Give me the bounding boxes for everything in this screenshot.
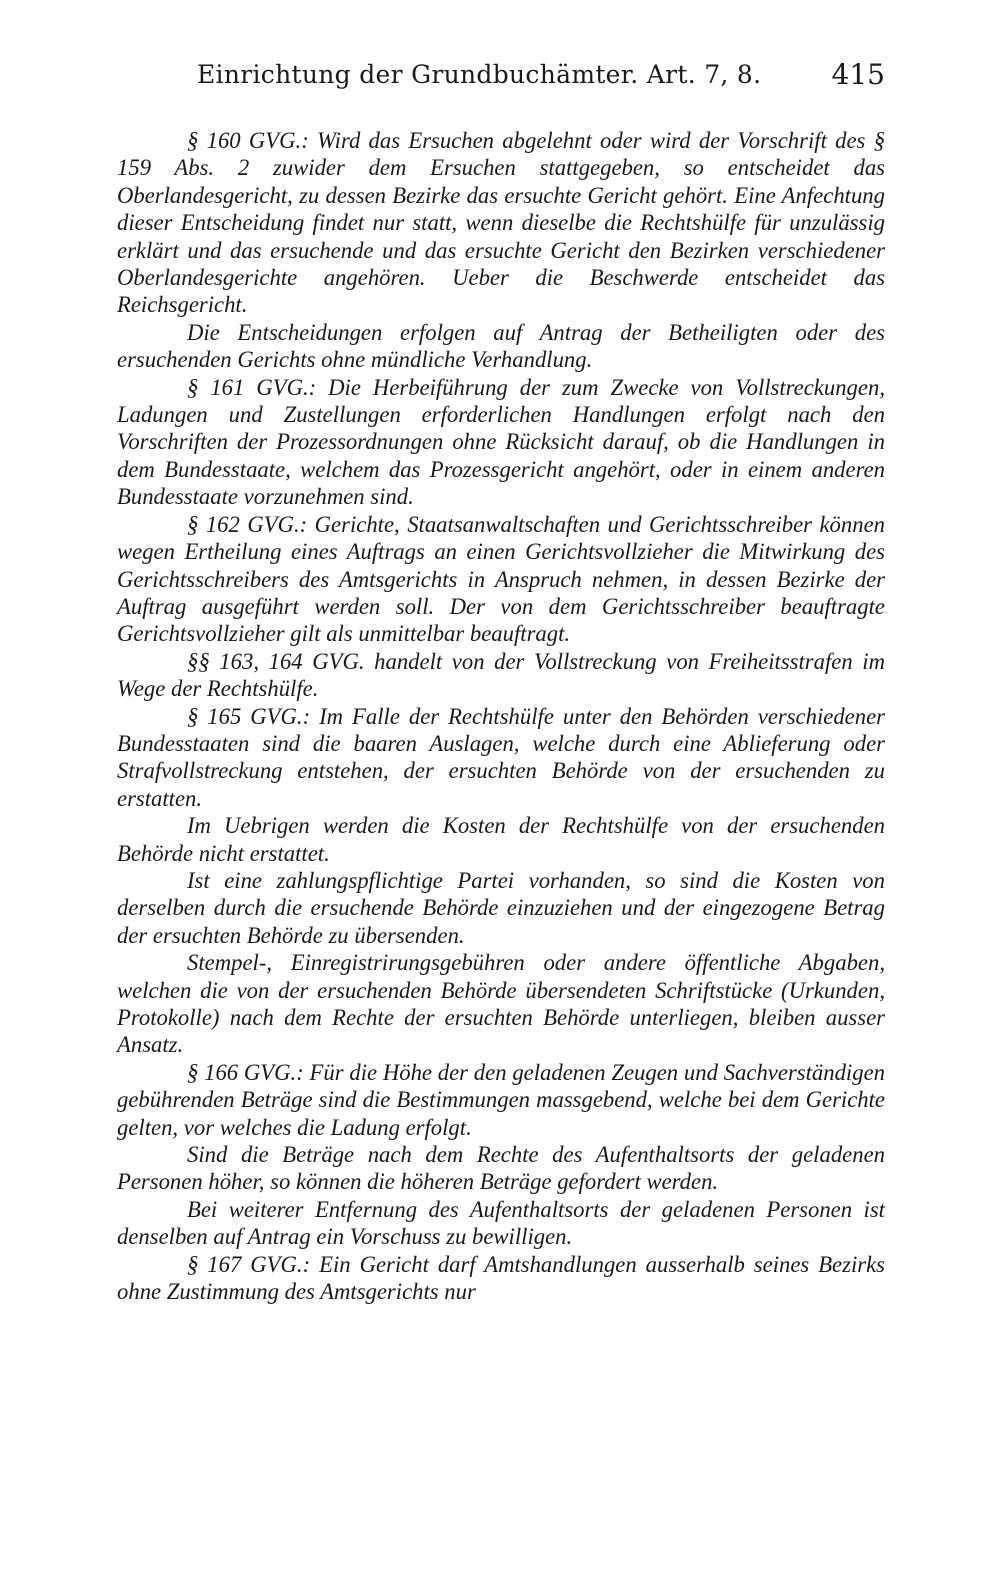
paragraph-165-costs: Im Uebrigen werden die Kosten der Rechtshülfe von der ersuchenden Behörde nicht erstattet. [117, 813, 885, 866]
page-number: 415 [831, 58, 885, 91]
running-head [117, 56, 885, 100]
paragraph-165-gvg: § 165 GVG.: Im Falle der Rechtshülfe unter den Behörden verschiedener Bundesstaaten sind die baaren Auslagen, welche durch eine Ablieferung oder Strafvollstreckung entstehen, der ersuchten Behörde von der ersuchenden zu erstatten. [117, 703, 885, 811]
paragraph-161-gvg: § 161 GVG.: Die Herbeiführung der zum Zwecke von Vollstreckungen, Ladungen und Zustellungen erforderlichen Handlungen erfolgt nach den Vorschriften der Prozessordnungen ohne Rücksicht darauf, ob die Handlungen in dem Bundesstaate, welchem das Prozessgericht angehört, oder in einem anderen Bundesstaate vorzunehmen sind. [117, 374, 885, 510]
paragraph-165-fees: Stempel-, Einregistrirungsgebühren oder andere öffentliche Abgaben, welchen die von der ersuchenden Behörde übersendeten Schriftstücke (Urkunden, Protokolle) nach dem Rechte der ersuchten Behörde unterliegen, bleiben ausser Ansatz. [117, 950, 885, 1058]
book-page [117, 56, 885, 1305]
paragraph-163-164-gvg: §§ 163, 164 GVG. handelt von der Vollstreckung von Freiheitsstrafen im Wege der Rechtshülfe. [117, 648, 885, 702]
body-text [117, 127, 885, 1305]
paragraph-166-gvg: § 166 GVG.: Für die Höhe der den geladenen Zeugen und Sachverständigen gebührenden Beträge sind die Bestimmungen massgebend, welche bei dem Gerichte gelten, vor welches die Ladung erfolgt. [117, 1059, 885, 1140]
running-title: Einrichtung der Grundbuchämter. Art. 7, 8. [197, 60, 762, 89]
paragraph-166-higher-amounts: Sind die Beträge nach dem Rechte des Aufenthaltsorts der geladenen Personen höher, so können die höheren Beträge gefordert werden. [117, 1142, 885, 1195]
paragraph-160-gvg: § 160 GVG.: Wird das Ersuchen abgelehnt oder wird der Vorschrift des § 159 Abs. 2 zuwider dem Ersuchen stattgegeben, so entscheidet das Oberlandesgericht, zu dessen Bezirke das ersuchte Gericht gehört. Eine Anfechtung dieser Entscheidung findet nur statt, wenn dieselbe die Rechtshülfe für unzulässig erklärt und das ersuchende und das ersuchte Gericht den Bezirken verschiedener Oberlandesgerichte angehören. Ueber die Beschwerde entscheidet das Reichsgericht. [117, 128, 885, 318]
paragraph-166-advance: Bei weiterer Entfernung des Aufenthaltsorts der geladenen Personen ist denselben auf Antrag ein Vorschuss zu bewilligen. [117, 1196, 885, 1250]
paragraph-165-collection: Ist eine zahlungspflichtige Partei vorhanden, so sind die Kosten von derselben durch die ersuchende Behörde einzuziehen und der eingezogene Betrag der ersuchten Behörde zu übersenden. [117, 867, 885, 948]
paragraph-162-gvg: § 162 GVG.: Gerichte, Staatsanwaltschaften und Gerichtsschreiber können wegen Ertheilung eines Auftrags an einen Gerichtsvollzieher die Mitwirkung des Gerichtsschreibers des Amtsgerichts in Anspruch nehmen, in dessen Bezirke der Auftrag ausgeführt werden soll. Der von dem Gerichtsschreiber beauftragte Gerichtsvollzieher gilt als unmittelbar beauftragt. [117, 511, 885, 647]
paragraph-160-procedure: Die Entscheidungen erfolgen auf Antrag der Betheiligten oder des ersuchenden Gerichts ohne mündliche Verhandlung. [117, 319, 885, 373]
paragraph-167-gvg: § 167 GVG.: Ein Gericht darf Amtshandlungen ausserhalb seines Bezirks ohne Zustimmung des Amtsgerichts nur [117, 1251, 885, 1305]
